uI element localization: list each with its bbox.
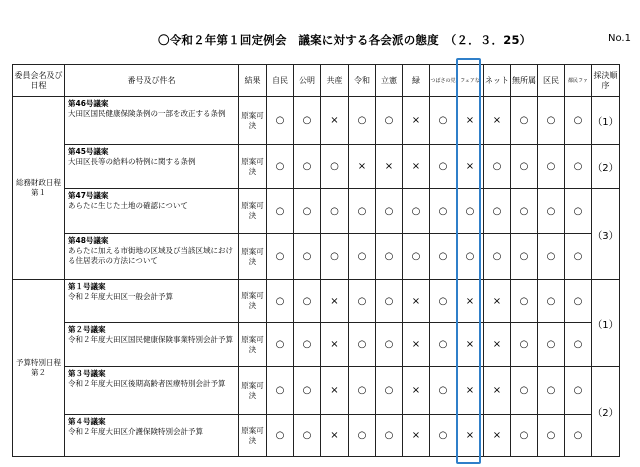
bill-number: 第47号議案 <box>68 191 109 200</box>
vote-cell: × <box>484 415 511 457</box>
vote-cell: ○ <box>565 145 592 189</box>
vote-cell: ○ <box>294 367 321 415</box>
item-cell <box>65 145 239 189</box>
bill-number: 第３号議案 <box>68 369 106 378</box>
vote-cell: × <box>484 323 511 367</box>
bill-number: 第46号議案 <box>68 99 109 108</box>
vote-cell: ○ <box>565 97 592 145</box>
vote-cell: × <box>321 280 349 323</box>
result-cell: 原案可決 <box>239 234 267 280</box>
vote-cell: × <box>321 97 349 145</box>
vote-cell: ○ <box>349 280 376 323</box>
vote-cell: ○ <box>484 234 511 280</box>
vote-cell: ○ <box>349 323 376 367</box>
vote-cell: ○ <box>349 189 376 234</box>
vote-cell: ○ <box>430 189 457 234</box>
page-title: 〇令和２年第１回定例会 議案に対する各会派の態度 （２．３．25） <box>158 33 532 47</box>
vote-cell: × <box>403 280 430 323</box>
vote-cell: ○ <box>349 415 376 457</box>
header-party-10: 無所属 <box>511 65 538 97</box>
vote-cell: ○ <box>430 145 457 189</box>
table-row <box>13 145 620 189</box>
vote-cell: ○ <box>321 189 349 234</box>
order-cell: （3） <box>592 189 620 280</box>
vote-cell: ○ <box>267 97 294 145</box>
vote-cell: ○ <box>267 415 294 457</box>
result-cell: 原案可決 <box>239 97 267 145</box>
table-row <box>13 97 620 145</box>
header-party-3: 共産 <box>321 65 349 97</box>
header-party-6: 緑 <box>403 65 430 97</box>
page-number: No.1 <box>608 33 631 44</box>
bill-name: 令和２年度大田区一般会計予算 <box>68 292 173 301</box>
vote-cell: × <box>403 415 430 457</box>
table-row <box>13 280 620 323</box>
vote-cell: × <box>376 145 403 189</box>
vote-cell: ○ <box>349 234 376 280</box>
vote-cell: ○ <box>376 97 403 145</box>
vote-cell: ○ <box>511 234 538 280</box>
result-cell: 原案可決 <box>239 415 267 457</box>
header-order: 採決順序 <box>592 65 620 97</box>
vote-cell: ○ <box>376 415 403 457</box>
vote-cell: × <box>403 367 430 415</box>
vote-cell: × <box>457 280 484 323</box>
result-cell: 原案可決 <box>239 323 267 367</box>
bill-number: 第４号議案 <box>68 417 106 426</box>
vote-cell: ○ <box>565 323 592 367</box>
vote-cell: × <box>457 367 484 415</box>
table-row <box>13 189 620 234</box>
vote-cell: × <box>403 323 430 367</box>
header-party-11: 区民 <box>538 65 565 97</box>
vote-cell: ○ <box>565 367 592 415</box>
vote-cell: ○ <box>538 280 565 323</box>
vote-cell: ○ <box>565 189 592 234</box>
bill-number: 第48号議案 <box>68 236 109 245</box>
vote-cell: × <box>484 97 511 145</box>
header-party-5: 立憲 <box>376 65 403 97</box>
vote-cell: ○ <box>267 145 294 189</box>
vote-cell: × <box>457 323 484 367</box>
item-cell <box>65 234 239 280</box>
vote-cell: ○ <box>430 415 457 457</box>
header-item: 番号及び件名 <box>65 65 239 97</box>
vote-cell: ○ <box>403 234 430 280</box>
voting-table <box>12 64 620 457</box>
vote-cell: ○ <box>294 280 321 323</box>
vote-cell: × <box>484 280 511 323</box>
vote-cell: ○ <box>267 189 294 234</box>
vote-cell: × <box>457 415 484 457</box>
order-cell: （2） <box>592 367 620 457</box>
header-row <box>13 65 620 97</box>
vote-cell: × <box>457 145 484 189</box>
vote-cell: ○ <box>376 280 403 323</box>
vote-cell: ○ <box>321 145 349 189</box>
vote-cell: ○ <box>565 234 592 280</box>
header-party-7: つばさの党 <box>430 65 457 97</box>
vote-cell: × <box>321 323 349 367</box>
vote-cell: ○ <box>457 234 484 280</box>
bill-name: 令和２年度大田区国民健康保険事業特別会計予算 <box>68 335 233 344</box>
result-cell: 原案可決 <box>239 145 267 189</box>
vote-cell: ○ <box>430 280 457 323</box>
vote-cell: ○ <box>294 415 321 457</box>
vote-cell: ○ <box>484 189 511 234</box>
header-party-2: 公明 <box>294 65 321 97</box>
vote-cell: ○ <box>565 280 592 323</box>
item-cell <box>65 97 239 145</box>
vote-cell: ○ <box>294 145 321 189</box>
bill-name: あらたに加える市街地の区域及び当該区域における住居表示の方法について <box>68 246 233 265</box>
vote-cell: ○ <box>294 234 321 280</box>
vote-cell: ○ <box>565 415 592 457</box>
header-party-9: ネット <box>484 65 511 97</box>
header-result: 結果 <box>239 65 267 97</box>
bill-number: 第１号議案 <box>68 282 106 291</box>
vote-cell: ○ <box>538 97 565 145</box>
bill-number: 第２号議案 <box>68 325 106 334</box>
vote-cell: ○ <box>430 234 457 280</box>
item-cell <box>65 280 239 323</box>
vote-cell: ○ <box>267 280 294 323</box>
bill-number: 第45号議案 <box>68 147 109 156</box>
result-cell: 原案可決 <box>239 280 267 323</box>
header-party-8: フェアな <box>457 65 484 97</box>
result-cell: 原案可決 <box>239 367 267 415</box>
bill-name: あらたに生じた土地の確認について <box>68 201 188 210</box>
header-party-12: 都民ファ <box>565 65 592 97</box>
vote-cell: ○ <box>511 280 538 323</box>
result-cell: 原案可決 <box>239 189 267 234</box>
vote-cell: ○ <box>349 367 376 415</box>
vote-cell: ○ <box>538 145 565 189</box>
vote-cell: ○ <box>511 415 538 457</box>
vote-cell: ○ <box>294 97 321 145</box>
header-party-1: 自民 <box>267 65 294 97</box>
vote-cell: × <box>403 97 430 145</box>
vote-cell: ○ <box>403 189 430 234</box>
bill-name: 大田区国民健康保険条例の一部を改正する条例 <box>68 109 226 118</box>
vote-cell: ○ <box>511 145 538 189</box>
vote-cell: ○ <box>294 189 321 234</box>
vote-cell: ○ <box>538 323 565 367</box>
vote-cell: ○ <box>538 415 565 457</box>
committee-cell: 総務財政日程第１ <box>13 97 65 280</box>
vote-cell: × <box>321 415 349 457</box>
order-cell: （2） <box>592 145 620 189</box>
bill-name: 大田区長等の給料の特例に関する条例 <box>68 157 196 166</box>
vote-cell: ○ <box>267 367 294 415</box>
vote-cell: ○ <box>430 367 457 415</box>
vote-cell: ○ <box>511 323 538 367</box>
item-cell <box>65 189 239 234</box>
table-row <box>13 234 620 280</box>
header-committee: 委員会名及び日程 <box>13 65 65 97</box>
vote-cell: ○ <box>511 189 538 234</box>
vote-cell: ○ <box>376 189 403 234</box>
highlight-box <box>456 58 481 464</box>
bill-name: 令和２年度大田区後期高齢者医療特別会計予算 <box>68 379 226 388</box>
vote-cell: × <box>321 367 349 415</box>
table-row <box>13 323 620 367</box>
item-cell <box>65 323 239 367</box>
vote-cell: ○ <box>538 367 565 415</box>
vote-cell: ○ <box>511 367 538 415</box>
order-cell: （1） <box>592 97 620 145</box>
committee-cell: 予算特別日程第２ <box>13 280 65 457</box>
bill-name: 令和２年度大田区介護保険特別会計予算 <box>68 427 203 436</box>
item-cell <box>65 415 239 457</box>
order-cell: （1） <box>592 280 620 367</box>
vote-cell: × <box>484 367 511 415</box>
table-row <box>13 367 620 415</box>
vote-cell: × <box>349 145 376 189</box>
vote-cell: ○ <box>511 97 538 145</box>
vote-cell: ○ <box>267 234 294 280</box>
vote-cell: ○ <box>538 189 565 234</box>
vote-cell: ○ <box>430 97 457 145</box>
vote-cell: ○ <box>294 323 321 367</box>
vote-cell: ○ <box>349 97 376 145</box>
vote-cell: ○ <box>376 323 403 367</box>
vote-cell: ○ <box>484 145 511 189</box>
vote-cell: ○ <box>376 367 403 415</box>
item-cell <box>65 367 239 415</box>
vote-cell: ○ <box>457 189 484 234</box>
table-row <box>13 415 620 457</box>
vote-cell: × <box>457 97 484 145</box>
vote-cell: ○ <box>267 323 294 367</box>
vote-cell: ○ <box>430 323 457 367</box>
vote-cell: ○ <box>376 234 403 280</box>
vote-cell: ○ <box>321 234 349 280</box>
header-party-4: 令和 <box>349 65 376 97</box>
vote-cell: × <box>403 145 430 189</box>
vote-cell: ○ <box>538 234 565 280</box>
